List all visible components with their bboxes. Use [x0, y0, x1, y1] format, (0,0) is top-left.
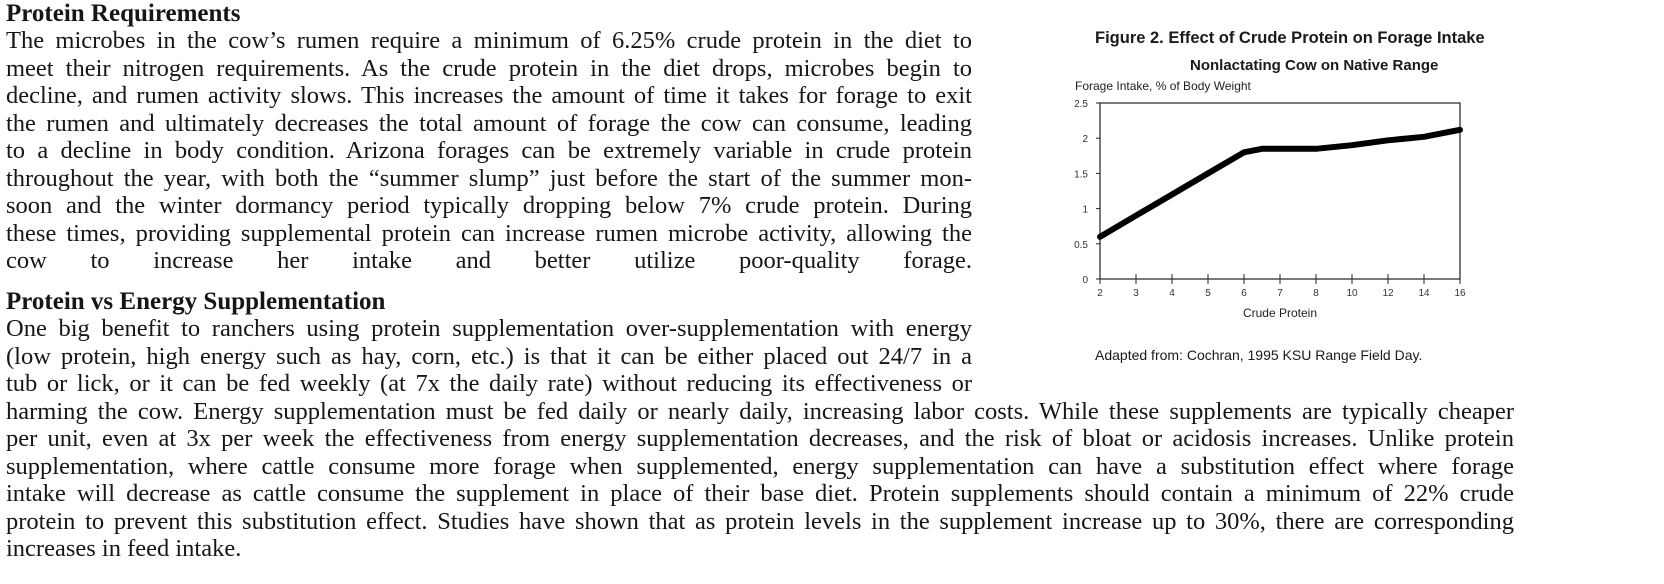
text-line: to a decline in body condition. Arizona forages can be extremely variable in crude protein [6, 137, 972, 164]
text-line: per unit, even at 3x per week the effectiveness from energy supplementation decreases, and the risk of bloat or acidosis increases. Unlike protein [6, 425, 1514, 452]
y-tick-label: 0.5 [1074, 239, 1088, 251]
x-tick-label: 4 [1169, 288, 1175, 299]
text-line: decline, and rumen activity slows. This increases the amount of time it takes for forage to exit [6, 82, 972, 109]
series-line-forage-intake [1100, 130, 1460, 237]
text-line: intake will decrease as cattle consume the supplement in place of their base diet. Protein supplements should contain a minimum of 22% crude [6, 480, 1514, 507]
text-line: cow to increase her intake and better utilize poor-quality forage. [6, 247, 972, 274]
x-tick-label: 10 [1346, 288, 1358, 299]
y-tick-label: 0 [1082, 275, 1088, 286]
x-tick-label: 7 [1277, 288, 1283, 299]
y-axis-label: Forage Intake, % of Body Weight [1075, 79, 1251, 93]
text-line: tub or lick, or it can be fed weekly (at 7x the daily rate) without reducing its effectiveness or [6, 370, 972, 397]
text-line: these times, providing supplemental protein can increase rumen microbe activity, allowing the [6, 219, 972, 247]
text-line: increases in feed intake. [6, 535, 242, 562]
section-heading-protein-vs-energy: Protein vs Energy Supplementation [6, 288, 386, 315]
text-line: soon and the winter dormancy period typically dropping below 7% crude protein. During [6, 192, 972, 219]
x-tick-label: 12 [1382, 288, 1394, 299]
chart-title: Nonlactating Cow on Native Range [1190, 57, 1439, 74]
text-line: harming the cow. Energy supplementation must be fed daily or nearly daily, increasing labor costs. While these supplements are typically cheaper [6, 397, 1514, 425]
text-line: The microbes in the cow’s rumen require a minimum of 6.25% crude protein in the diet to [6, 27, 972, 54]
y-tick-label: 2.5 [1074, 99, 1088, 110]
forage-intake-chart [1074, 24, 1650, 374]
y-tick-label: 1 [1082, 204, 1088, 216]
plot-frame [1100, 103, 1460, 279]
x-tick-label: 14 [1418, 288, 1430, 299]
text-line: supplementation, where cattle consume more forage when supplemented, energy supplementation can have a substitution effect where forage [6, 452, 1514, 480]
figure-caption: Adapted from: Cochran, 1995 KSU Range Field Day. [1095, 347, 1423, 363]
text-line: One big benefit to ranchers using protein supplementation over-supplementation with energy [6, 315, 972, 342]
text-line: throughout the year, with both the “summer slump” just before the start of the summer mon- [6, 164, 972, 192]
x-tick-label: 2 [1097, 288, 1103, 299]
y-tick-label: 2 [1082, 134, 1088, 146]
text-line: the rumen and ultimately decreases the total amount of forage the cow can consume, leading [6, 109, 972, 137]
text-line: (low protein, high energy such as hay, corn, etc.) is that it can be either placed out 24/7 in a [6, 342, 972, 370]
paragraph-protein-requirements [6, 27, 972, 275]
y-tick-label: 1.5 [1074, 169, 1088, 181]
section-heading-protein-requirements: Protein Requirements [6, 0, 241, 27]
x-axis-label: Crude Protein [1242, 306, 1318, 320]
x-tick-label: 16 [1454, 288, 1466, 299]
text-line: meet their nitrogen requirements. As the crude protein in the diet drops, microbes begin to [6, 54, 972, 82]
x-tick-label: 6 [1241, 288, 1247, 299]
x-tick-label: 5 [1205, 288, 1211, 299]
text-line: protein to prevent this substitution effect. Studies have shown that as protein levels in the supplement increase up to 30%, there are corresponding [6, 507, 1514, 535]
figure-title: Figure 2. Effect of Crude Protein on Forage Intake [1095, 29, 1485, 47]
x-tick-label: 8 [1313, 288, 1319, 299]
figure-forage-intake [1074, 24, 1650, 374]
x-tick-label: 3 [1133, 288, 1139, 299]
